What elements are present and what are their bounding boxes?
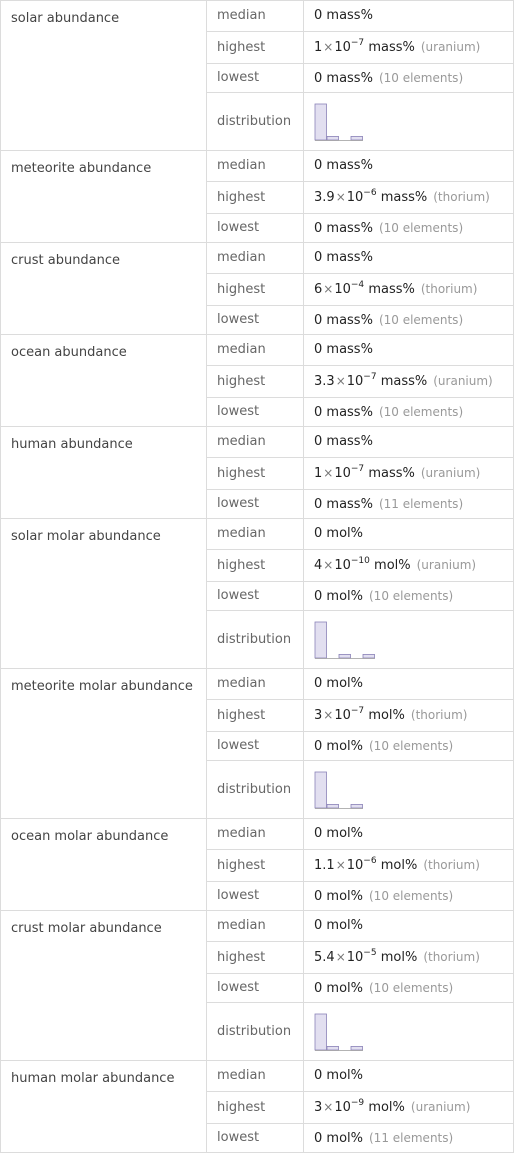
histogram-bar [315, 1014, 327, 1050]
statistic-label: lowest [207, 1124, 304, 1153]
power-base: 10 [334, 1100, 351, 1115]
statistic-value [304, 151, 514, 182]
statistic-label: highest [207, 850, 304, 882]
value-text: 0 mass% [314, 220, 373, 236]
statistic-value [304, 1061, 514, 1092]
statistic-label: lowest [207, 306, 304, 335]
statistic-label: lowest [207, 214, 304, 243]
value-text: 0 mol% [314, 676, 363, 691]
statistic-label: median [207, 243, 304, 274]
statistic-label: highest [207, 700, 304, 732]
statistic-label: highest [207, 458, 304, 490]
exponent: −9 [350, 1098, 365, 1108]
statistic-label: highest [207, 32, 304, 64]
statistic-label: lowest [207, 64, 304, 93]
value-text: 0 mass% [314, 404, 373, 420]
value-text: 0 mol% [314, 1130, 363, 1146]
value-text: 0 mass% [314, 70, 373, 86]
property-label: human abundance [1, 427, 207, 519]
qualifier: (uranium) [420, 40, 481, 54]
statistic-value [304, 700, 514, 732]
exponent: −5 [363, 948, 377, 958]
exponent: −7 [350, 464, 365, 474]
statistic-value [304, 974, 514, 1003]
statistic-value [304, 1, 514, 32]
power-base: 10 [346, 374, 364, 389]
statistic-label: median [207, 427, 304, 458]
property-label: solar molar abundance [1, 519, 207, 669]
histogram-bar [315, 622, 327, 658]
value-text: 0 mass% [314, 8, 373, 23]
statistic-value [304, 669, 514, 700]
statistic-value [304, 882, 514, 911]
exponent: −10 [350, 556, 370, 566]
statistic-label: distribution [207, 1003, 304, 1061]
unit: mol% [368, 708, 405, 723]
qualifier: (thorium) [420, 282, 478, 296]
qualifier: (10 elements) [369, 738, 454, 753]
statistic-value [304, 582, 514, 611]
table-row [1, 911, 514, 942]
property-label: solar abundance [1, 1, 207, 151]
times-sign: × [323, 558, 334, 572]
power-base: 10 [334, 282, 351, 297]
unit: mol% [368, 1100, 405, 1115]
table-row [1, 151, 514, 182]
mantissa: 3.9 [314, 190, 335, 205]
statistic-label: median [207, 819, 304, 850]
statistic-value [304, 819, 514, 850]
qualifier: (11 elements) [378, 496, 464, 511]
mantissa: 3 [314, 1100, 323, 1115]
statistic-label: median [207, 151, 304, 182]
statistic-value [304, 93, 514, 151]
statistic-value [304, 214, 514, 243]
statistic-label: median [207, 911, 304, 942]
times-sign: × [323, 708, 334, 722]
histogram-bar [363, 654, 375, 658]
mantissa: 1 [314, 466, 323, 481]
histogram-bar [351, 136, 363, 140]
statistic-label: highest [207, 274, 304, 306]
table-row [1, 519, 514, 550]
histogram-bar [315, 772, 327, 808]
statistic-label: lowest [207, 490, 304, 519]
power-base: 10 [334, 708, 351, 723]
value-text: 0 mass% [314, 312, 373, 328]
statistic-value [304, 942, 514, 974]
statistic-value [304, 243, 514, 274]
mantissa: 6 [314, 282, 323, 297]
times-sign: × [335, 190, 346, 204]
power-base: 10 [334, 466, 351, 481]
qualifier: (10 elements) [369, 980, 454, 995]
statistic-value [304, 1003, 514, 1061]
qualifier: (thorium) [410, 708, 468, 722]
statistic-value [304, 398, 514, 427]
qualifier: (10 elements) [378, 312, 464, 327]
value-text: 0 mol% [314, 826, 363, 841]
statistic-value [304, 550, 514, 582]
statistic-label: distribution [207, 611, 304, 669]
qualifier: (uranium) [433, 374, 493, 388]
statistic-label: median [207, 669, 304, 700]
property-label: crust abundance [1, 243, 207, 335]
value-text: 0 mass% [314, 434, 373, 449]
unit: mass% [368, 466, 415, 481]
unit: mol% [380, 950, 418, 965]
mantissa: 3 [314, 708, 323, 723]
statistic-label: lowest [207, 974, 304, 1003]
exponent: −7 [350, 38, 365, 48]
statistic-value [304, 306, 514, 335]
histogram-bar [327, 804, 339, 808]
unit: mass% [380, 374, 428, 389]
statistic-value [304, 490, 514, 519]
exponent: −6 [363, 856, 377, 866]
power-base: 10 [334, 558, 351, 573]
table-row [1, 819, 514, 850]
property-label: human molar abundance [1, 1061, 207, 1153]
table-row [1, 1, 514, 32]
power-base: 10 [334, 40, 351, 55]
unit: mass% [368, 40, 415, 55]
value-text: 0 mol% [314, 1068, 363, 1083]
property-label: ocean abundance [1, 335, 207, 427]
statistic-value [304, 732, 514, 761]
mantissa: 4 [314, 558, 323, 573]
value-text: 0 mol% [314, 888, 363, 904]
statistic-label: median [207, 1061, 304, 1092]
statistic-label: median [207, 519, 304, 550]
value-text: 0 mass% [314, 496, 373, 512]
table-row [1, 427, 514, 458]
qualifier: (10 elements) [369, 888, 454, 903]
statistic-label: lowest [207, 732, 304, 761]
histogram-bar [327, 1046, 339, 1050]
times-sign: × [323, 1100, 334, 1114]
property-label: crust molar abundance [1, 911, 207, 1061]
statistic-value [304, 761, 514, 819]
exponent: −6 [363, 188, 377, 198]
histogram-bar [339, 654, 351, 658]
property-label: meteorite molar abundance [1, 669, 207, 819]
value-text: 0 mass% [314, 250, 373, 265]
statistic-label: highest [207, 366, 304, 398]
qualifier: (uranium) [420, 466, 481, 480]
table-row [1, 669, 514, 700]
mantissa: 1 [314, 40, 323, 55]
qualifier: (thorium) [423, 950, 480, 964]
times-sign: × [335, 374, 346, 388]
histogram-bar [327, 136, 339, 140]
statistic-label: highest [207, 182, 304, 214]
statistic-value [304, 1124, 514, 1153]
times-sign: × [335, 950, 346, 964]
unit: mol% [380, 858, 418, 873]
value-text: 0 mol% [314, 738, 363, 754]
distribution-histogram [314, 1012, 392, 1052]
exponent: −7 [350, 706, 365, 716]
times-sign: × [335, 858, 346, 872]
statistic-value [304, 519, 514, 550]
unit: mol% [374, 558, 411, 573]
statistic-label: highest [207, 942, 304, 974]
power-base: 10 [346, 858, 364, 873]
statistic-value [304, 182, 514, 214]
statistic-label: highest [207, 1092, 304, 1124]
statistic-value [304, 1092, 514, 1124]
statistic-label: median [207, 1, 304, 32]
statistic-value [304, 427, 514, 458]
statistic-label: lowest [207, 582, 304, 611]
qualifier: (10 elements) [369, 588, 454, 603]
statistic-value [304, 611, 514, 669]
qualifier: (10 elements) [378, 70, 464, 85]
statistic-label: lowest [207, 398, 304, 427]
qualifier: (10 elements) [378, 404, 464, 419]
table-row [1, 243, 514, 274]
times-sign: × [323, 282, 334, 296]
times-sign: × [323, 466, 334, 480]
qualifier: (uranium) [410, 1100, 471, 1114]
exponent: −4 [350, 280, 365, 290]
histogram-bar [351, 1046, 363, 1050]
qualifier: (thorium) [433, 190, 490, 204]
distribution-histogram [314, 620, 392, 660]
statistic-value [304, 458, 514, 490]
distribution-histogram [314, 770, 392, 810]
value-text: 0 mol% [314, 526, 363, 541]
statistic-label: distribution [207, 93, 304, 151]
property-label: meteorite abundance [1, 151, 207, 243]
table-row [1, 335, 514, 366]
unit: mass% [368, 282, 415, 297]
times-sign: × [323, 40, 334, 54]
value-text: 0 mol% [314, 588, 363, 604]
abundance-table-body [1, 1, 514, 1153]
qualifier: (uranium) [416, 558, 477, 572]
power-base: 10 [346, 190, 364, 205]
statistic-label: lowest [207, 882, 304, 911]
mantissa: 3.3 [314, 374, 335, 389]
statistic-value [304, 32, 514, 64]
mantissa: 1.1 [314, 858, 335, 873]
histogram-bar [315, 104, 327, 140]
statistic-value [304, 911, 514, 942]
statistic-value [304, 64, 514, 93]
value-text: 0 mol% [314, 918, 363, 933]
mantissa: 5.4 [314, 950, 335, 965]
table-row [1, 1061, 514, 1092]
power-base: 10 [346, 950, 364, 965]
qualifier: (11 elements) [369, 1130, 454, 1145]
statistic-label: highest [207, 550, 304, 582]
property-label: ocean molar abundance [1, 819, 207, 911]
statistic-value [304, 335, 514, 366]
statistic-label: median [207, 335, 304, 366]
histogram-bar [351, 804, 363, 808]
value-text: 0 mass% [314, 342, 373, 357]
unit: mass% [380, 190, 428, 205]
value-text: 0 mass% [314, 158, 373, 173]
qualifier: (thorium) [423, 858, 480, 872]
distribution-histogram [314, 102, 392, 142]
statistic-value [304, 274, 514, 306]
value-text: 0 mol% [314, 980, 363, 996]
statistic-value [304, 366, 514, 398]
exponent: −7 [363, 372, 377, 382]
statistic-value [304, 850, 514, 882]
qualifier: (10 elements) [378, 220, 464, 235]
statistic-label: distribution [207, 761, 304, 819]
